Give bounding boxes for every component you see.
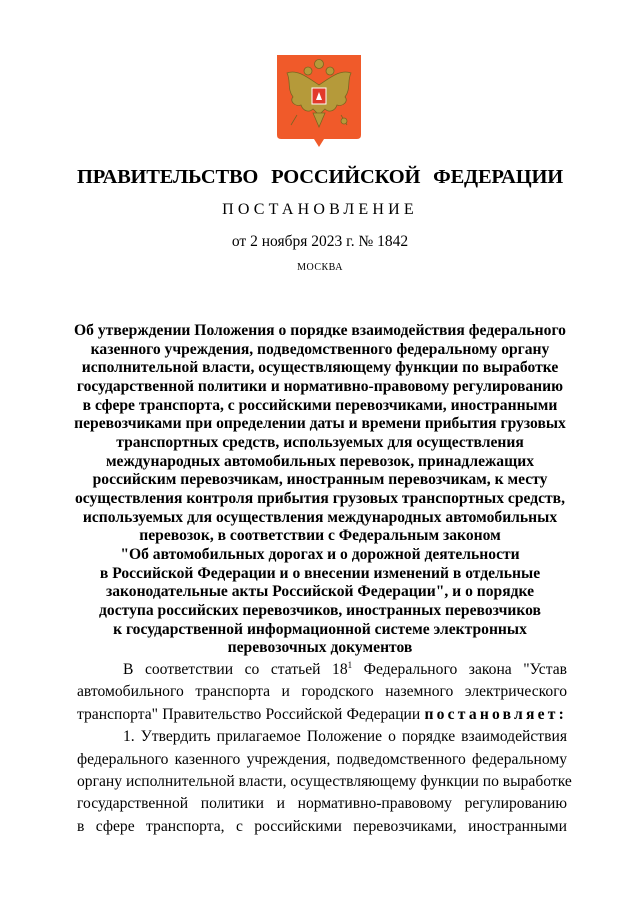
decree-word: постановляет: — [424, 705, 567, 723]
preamble-line — [77, 704, 567, 726]
preamble-line — [77, 659, 567, 681]
title-line: транспортных средств, используемых для осуществления — [116, 433, 524, 451]
clause-line: органу исполнительной власти, осуществляющему функции по выработке — [77, 773, 572, 791]
title-line: в Российской Федерации и о внесении изменений в отдельные — [99, 564, 541, 582]
title-line: перевозок, в соответствии с Федеральным законом — [139, 527, 501, 545]
document-title — [60, 322, 580, 658]
clause-line: государственной политики и нормативно-правовому регулированию — [77, 795, 567, 813]
title-line: используемых для осуществления международных автомобильных — [82, 508, 558, 526]
title-line: государственной политики и нормативно-правовому регулированию — [76, 377, 564, 395]
title-line: осуществления контроля прибытия грузовых транспортных средств, — [74, 489, 565, 507]
title-line: международных автомобильных перевозок, принадлежащих — [105, 452, 535, 470]
clause-line: 1. Утвердить прилагаемое Положение о порядке взаимодействия — [123, 728, 567, 746]
title-line: Об утверждении Положения о порядке взаимодействия федерального — [74, 322, 566, 339]
title-line: законодательные акты Российской Федерации", и о порядке — [105, 583, 535, 601]
title-line: казенного учреждения, подведомственного федеральному органу — [90, 340, 550, 358]
document-date-number: от 2 ноября 2023 г. № 1842 — [231, 233, 409, 250]
preamble-text: Федерального закона "Устав — [352, 661, 567, 678]
title-line: исполнительной власти, осуществляющему функции по выработке — [81, 359, 559, 377]
article-superscript: 1 — [347, 660, 353, 670]
title-line: "Об автомобильных дорогах и о дорожной деятельности — [120, 545, 520, 563]
title-line: к государственной информационной системе электронных — [113, 620, 527, 638]
document-city: МОСКВА — [297, 262, 343, 273]
title-line: в сфере транспорта, с российскими перевозчиками, иностранными — [82, 396, 558, 414]
title-line: перевозчиками при определении даты и времени прибытия грузовых — [74, 415, 566, 433]
government-name-heading: ПРАВИТЕЛЬСТВО РОССИЙСКОЙ ФЕДЕРАЦИИ — [77, 166, 563, 188]
title-line: российским перевозчикам, иностранным перевозчикам, к месту — [92, 471, 548, 489]
preamble-text: В соответствии со статьей 18 — [123, 661, 348, 678]
title-line: перевозочных документов — [227, 639, 413, 657]
title-line: доступа российских перевозчиков, иностранных перевозчиков — [99, 601, 541, 619]
coat-of-arms-emblem — [277, 55, 361, 147]
clause-line: в сфере транспорта, с российскими перевозчиками, иностранными — [77, 817, 567, 835]
preamble-text: транспорта" Правительство Российской Федерации — [77, 705, 425, 723]
clause-line: федерального казенного учреждения, подведомственного федеральному — [77, 750, 567, 768]
preamble-line: автомобильного транспорта и городского наземного электрического — [77, 683, 567, 701]
document-body — [77, 659, 572, 838]
document-type: ПОСТАНОВЛЕНИЕ — [222, 201, 418, 218]
